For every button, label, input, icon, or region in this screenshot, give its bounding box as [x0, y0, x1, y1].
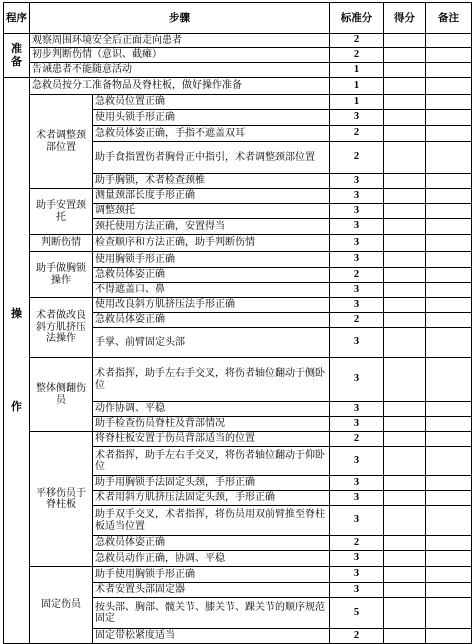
score-cell[interactable]	[384, 402, 426, 417]
remark-cell[interactable]	[426, 358, 472, 402]
remark-cell[interactable]	[426, 189, 472, 204]
score-cell[interactable]	[384, 432, 426, 447]
remark-cell[interactable]	[426, 204, 472, 219]
score-cell[interactable]	[384, 536, 426, 551]
remark-cell[interactable]	[426, 252, 472, 268]
remark-cell[interactable]	[426, 629, 472, 644]
score-cell[interactable]	[384, 506, 426, 536]
score-cell[interactable]	[384, 417, 426, 432]
standard-score-cell: 3	[330, 328, 384, 358]
standard-score-cell: 3	[330, 567, 384, 583]
standard-score-cell: 3	[330, 447, 384, 476]
step-cell: 术者安置头部固定器	[93, 583, 330, 598]
score-cell[interactable]	[384, 491, 426, 506]
step-cell: 调整颈托	[93, 204, 330, 219]
standard-score-cell: 2	[330, 126, 384, 142]
remark-cell[interactable]	[426, 536, 472, 551]
step-cell: 助手用胸锁手法固定头颈，手形正确	[93, 476, 330, 491]
group-adjust-neck: 术者调整颈部位置	[30, 95, 93, 189]
remark-cell[interactable]	[426, 583, 472, 598]
score-cell[interactable]	[384, 567, 426, 583]
section-prepare: 准 备	[4, 34, 30, 78]
header-row	[4, 3, 472, 34]
assessment-table	[3, 2, 472, 644]
score-cell[interactable]	[384, 63, 426, 78]
step-cell: 检查顺序和方法正确，助手判断伤情	[93, 235, 330, 252]
step-cell: 术者用斜方肌挤压法固定头颈，手形正确	[93, 491, 330, 506]
group-cervical-collar: 助手安置颈托	[30, 189, 93, 235]
standard-score-cell: 3	[330, 204, 384, 219]
score-cell[interactable]	[384, 235, 426, 252]
score-cell[interactable]	[384, 328, 426, 358]
standard-score-cell: 2	[330, 432, 384, 447]
standard-score-cell: 1	[330, 95, 384, 110]
standard-score-cell: 2	[330, 48, 384, 63]
standard-score-cell: 3	[330, 219, 384, 235]
table-row	[4, 189, 472, 204]
remark-cell[interactable]	[426, 142, 472, 174]
table-row	[4, 358, 472, 402]
step-cell: 固定带松紧度适当	[93, 629, 330, 644]
remark-cell[interactable]	[426, 313, 472, 328]
table-row	[4, 78, 472, 95]
step-cell: 急救员按分工准备物品及脊柱板，做好操作准备	[30, 78, 330, 95]
standard-score-cell: 3	[330, 358, 384, 402]
step-cell: 初步判断伤情（意识、截瘫）	[30, 48, 330, 63]
remark-cell[interactable]	[426, 268, 472, 283]
group-chest-lock: 助手做胸锁操作	[30, 252, 93, 298]
standard-score-cell: 5	[330, 598, 384, 629]
table-row	[4, 95, 472, 110]
score-cell[interactable]	[384, 583, 426, 598]
score-cell[interactable]	[384, 629, 426, 644]
group-trapezius-squeeze: 术者做改良斜方肌挤压法操作	[30, 298, 93, 358]
standard-score-cell: 2	[330, 268, 384, 283]
remark-cell[interactable]	[426, 48, 472, 63]
header-remarks: 备注	[426, 3, 472, 34]
remark-cell[interactable]	[426, 491, 472, 506]
step-cell: 将脊柱板安置于伤员背部适当的位置	[93, 432, 330, 447]
remark-cell[interactable]	[426, 219, 472, 235]
standard-score-cell: 2	[330, 313, 384, 328]
step-cell: 术者指挥，助手左右手交叉，将伤者轴位翻动于仰卧位	[93, 447, 330, 476]
standard-score-cell: 3	[330, 110, 384, 126]
remark-cell[interactable]	[426, 432, 472, 447]
step-cell: 助手双手交叉，术者指挥，将伤员用双前臂推至脊柱板适当位置	[93, 506, 330, 536]
step-cell: 告诫患者不能随意活动	[30, 63, 330, 78]
step-cell: 急救员体姿正确，手指不遮盖双耳	[93, 126, 330, 142]
score-cell[interactable]	[384, 48, 426, 63]
standard-score-cell: 1	[330, 63, 384, 78]
group-assess-injury: 判断伤情	[30, 235, 93, 252]
table-row	[4, 567, 472, 583]
score-cell[interactable]	[384, 219, 426, 235]
standard-score-cell: 3	[330, 491, 384, 506]
step-cell: 助手检查伤员脊柱及背部情况	[93, 417, 330, 432]
table-row	[4, 63, 472, 78]
step-cell: 使用头锁手形正确	[93, 110, 330, 126]
step-cell: 助手食指置伤者胸骨正中指引，术者调整颈部位置	[93, 142, 330, 174]
group-transfer-board: 平移伤员于脊柱板	[30, 432, 93, 567]
remark-cell[interactable]	[426, 283, 472, 298]
header-standard-score: 标准分	[330, 3, 384, 34]
step-cell: 不得遮盖口、鼻	[93, 283, 330, 298]
standard-score-cell: 2	[330, 536, 384, 551]
score-cell[interactable]	[384, 174, 426, 189]
standard-score-cell: 3	[330, 583, 384, 598]
step-cell: 急救员体姿正确	[93, 536, 330, 551]
score-cell[interactable]	[384, 126, 426, 142]
standard-score-cell: 3	[330, 252, 384, 268]
score-cell[interactable]	[384, 283, 426, 298]
step-cell: 动作协调、平稳	[93, 402, 330, 417]
standard-score-cell: 2	[330, 34, 384, 48]
header-score: 得分	[384, 3, 426, 34]
score-cell[interactable]	[384, 298, 426, 313]
score-cell[interactable]	[384, 476, 426, 491]
remark-cell[interactable]	[426, 298, 472, 313]
step-cell: 手掌、前臂固定头部	[93, 328, 330, 358]
remark-cell[interactable]	[426, 235, 472, 252]
score-cell[interactable]	[384, 598, 426, 629]
standard-score-cell: 3	[330, 189, 384, 204]
header-program: 程序	[4, 3, 30, 34]
step-cell: 使用改良斜方肌挤压法手形正确	[93, 298, 330, 313]
standard-score-cell: 2	[330, 629, 384, 644]
table-row	[4, 298, 472, 313]
score-cell[interactable]	[384, 551, 426, 567]
step-cell: 急救员体姿正确	[93, 268, 330, 283]
standard-score-cell: 1	[330, 78, 384, 95]
step-cell: 急救员位置正确	[93, 95, 330, 110]
standard-score-cell: 3	[330, 551, 384, 567]
remark-cell[interactable]	[426, 110, 472, 126]
step-cell: 使用胸锁手形正确	[93, 252, 330, 268]
header-steps: 步骤	[30, 3, 330, 34]
score-cell[interactable]	[384, 268, 426, 283]
remark-cell[interactable]	[426, 551, 472, 567]
step-cell: 术者指挥，助手左右手交叉，将伤者轴位翻动于侧卧位	[93, 358, 330, 402]
remark-cell[interactable]	[426, 34, 472, 48]
standard-score-cell: 2	[330, 142, 384, 174]
score-cell[interactable]	[384, 358, 426, 402]
standard-score-cell: 3	[330, 283, 384, 298]
step-cell: 急救员体姿正确	[93, 313, 330, 328]
standard-score-cell: 3	[330, 506, 384, 536]
standard-score-cell: 3	[330, 174, 384, 189]
remark-cell[interactable]	[426, 95, 472, 110]
score-cell[interactable]	[384, 189, 426, 204]
score-cell[interactable]	[384, 313, 426, 328]
remark-cell[interactable]	[426, 78, 472, 95]
table-row	[4, 432, 472, 447]
remark-cell[interactable]	[426, 506, 472, 536]
remark-cell[interactable]	[426, 598, 472, 629]
remark-cell[interactable]	[426, 174, 472, 189]
remark-cell[interactable]	[426, 63, 472, 78]
group-log-roll: 整体侧翻伤员	[30, 358, 93, 432]
remark-cell[interactable]	[426, 567, 472, 583]
standard-score-cell: 3	[330, 402, 384, 417]
group-secure-casualty: 固定伤员	[30, 567, 93, 644]
table-row	[4, 48, 472, 63]
standard-score-cell: 3	[330, 298, 384, 313]
table-row	[4, 235, 472, 252]
section-operate: 操 作	[4, 78, 30, 644]
step-cell: 测量颈部长度手形正确	[93, 189, 330, 204]
step-cell: 助手胸锁，术者检查颈椎	[93, 174, 330, 189]
step-cell: 助手使用胸锁手形正确	[93, 567, 330, 583]
remark-cell[interactable]	[426, 447, 472, 476]
remark-cell[interactable]	[426, 126, 472, 142]
score-cell[interactable]	[384, 78, 426, 95]
score-cell[interactable]	[384, 252, 426, 268]
standard-score-cell: 3	[330, 417, 384, 432]
score-cell[interactable]	[384, 110, 426, 126]
score-cell[interactable]	[384, 34, 426, 48]
remark-cell[interactable]	[426, 476, 472, 491]
step-cell: 按头部、胸部、髋关节、膝关节、踝关节的顺序规范固定	[93, 598, 330, 629]
table-row	[4, 252, 472, 268]
score-cell[interactable]	[384, 447, 426, 476]
standard-score-cell: 3	[330, 476, 384, 491]
score-cell[interactable]	[384, 142, 426, 174]
step-cell: 急救员动作正确，协调、平稳	[93, 551, 330, 567]
remark-cell[interactable]	[426, 402, 472, 417]
remark-cell[interactable]	[426, 417, 472, 432]
score-cell[interactable]	[384, 204, 426, 219]
score-cell[interactable]	[384, 95, 426, 110]
table-row	[4, 34, 472, 48]
standard-score-cell: 3	[330, 235, 384, 252]
remark-cell[interactable]	[426, 328, 472, 358]
step-cell: 观察周围环境安全后正面走向患者	[30, 34, 330, 48]
step-cell: 颈托使用方法正确，安置得当	[93, 219, 330, 235]
